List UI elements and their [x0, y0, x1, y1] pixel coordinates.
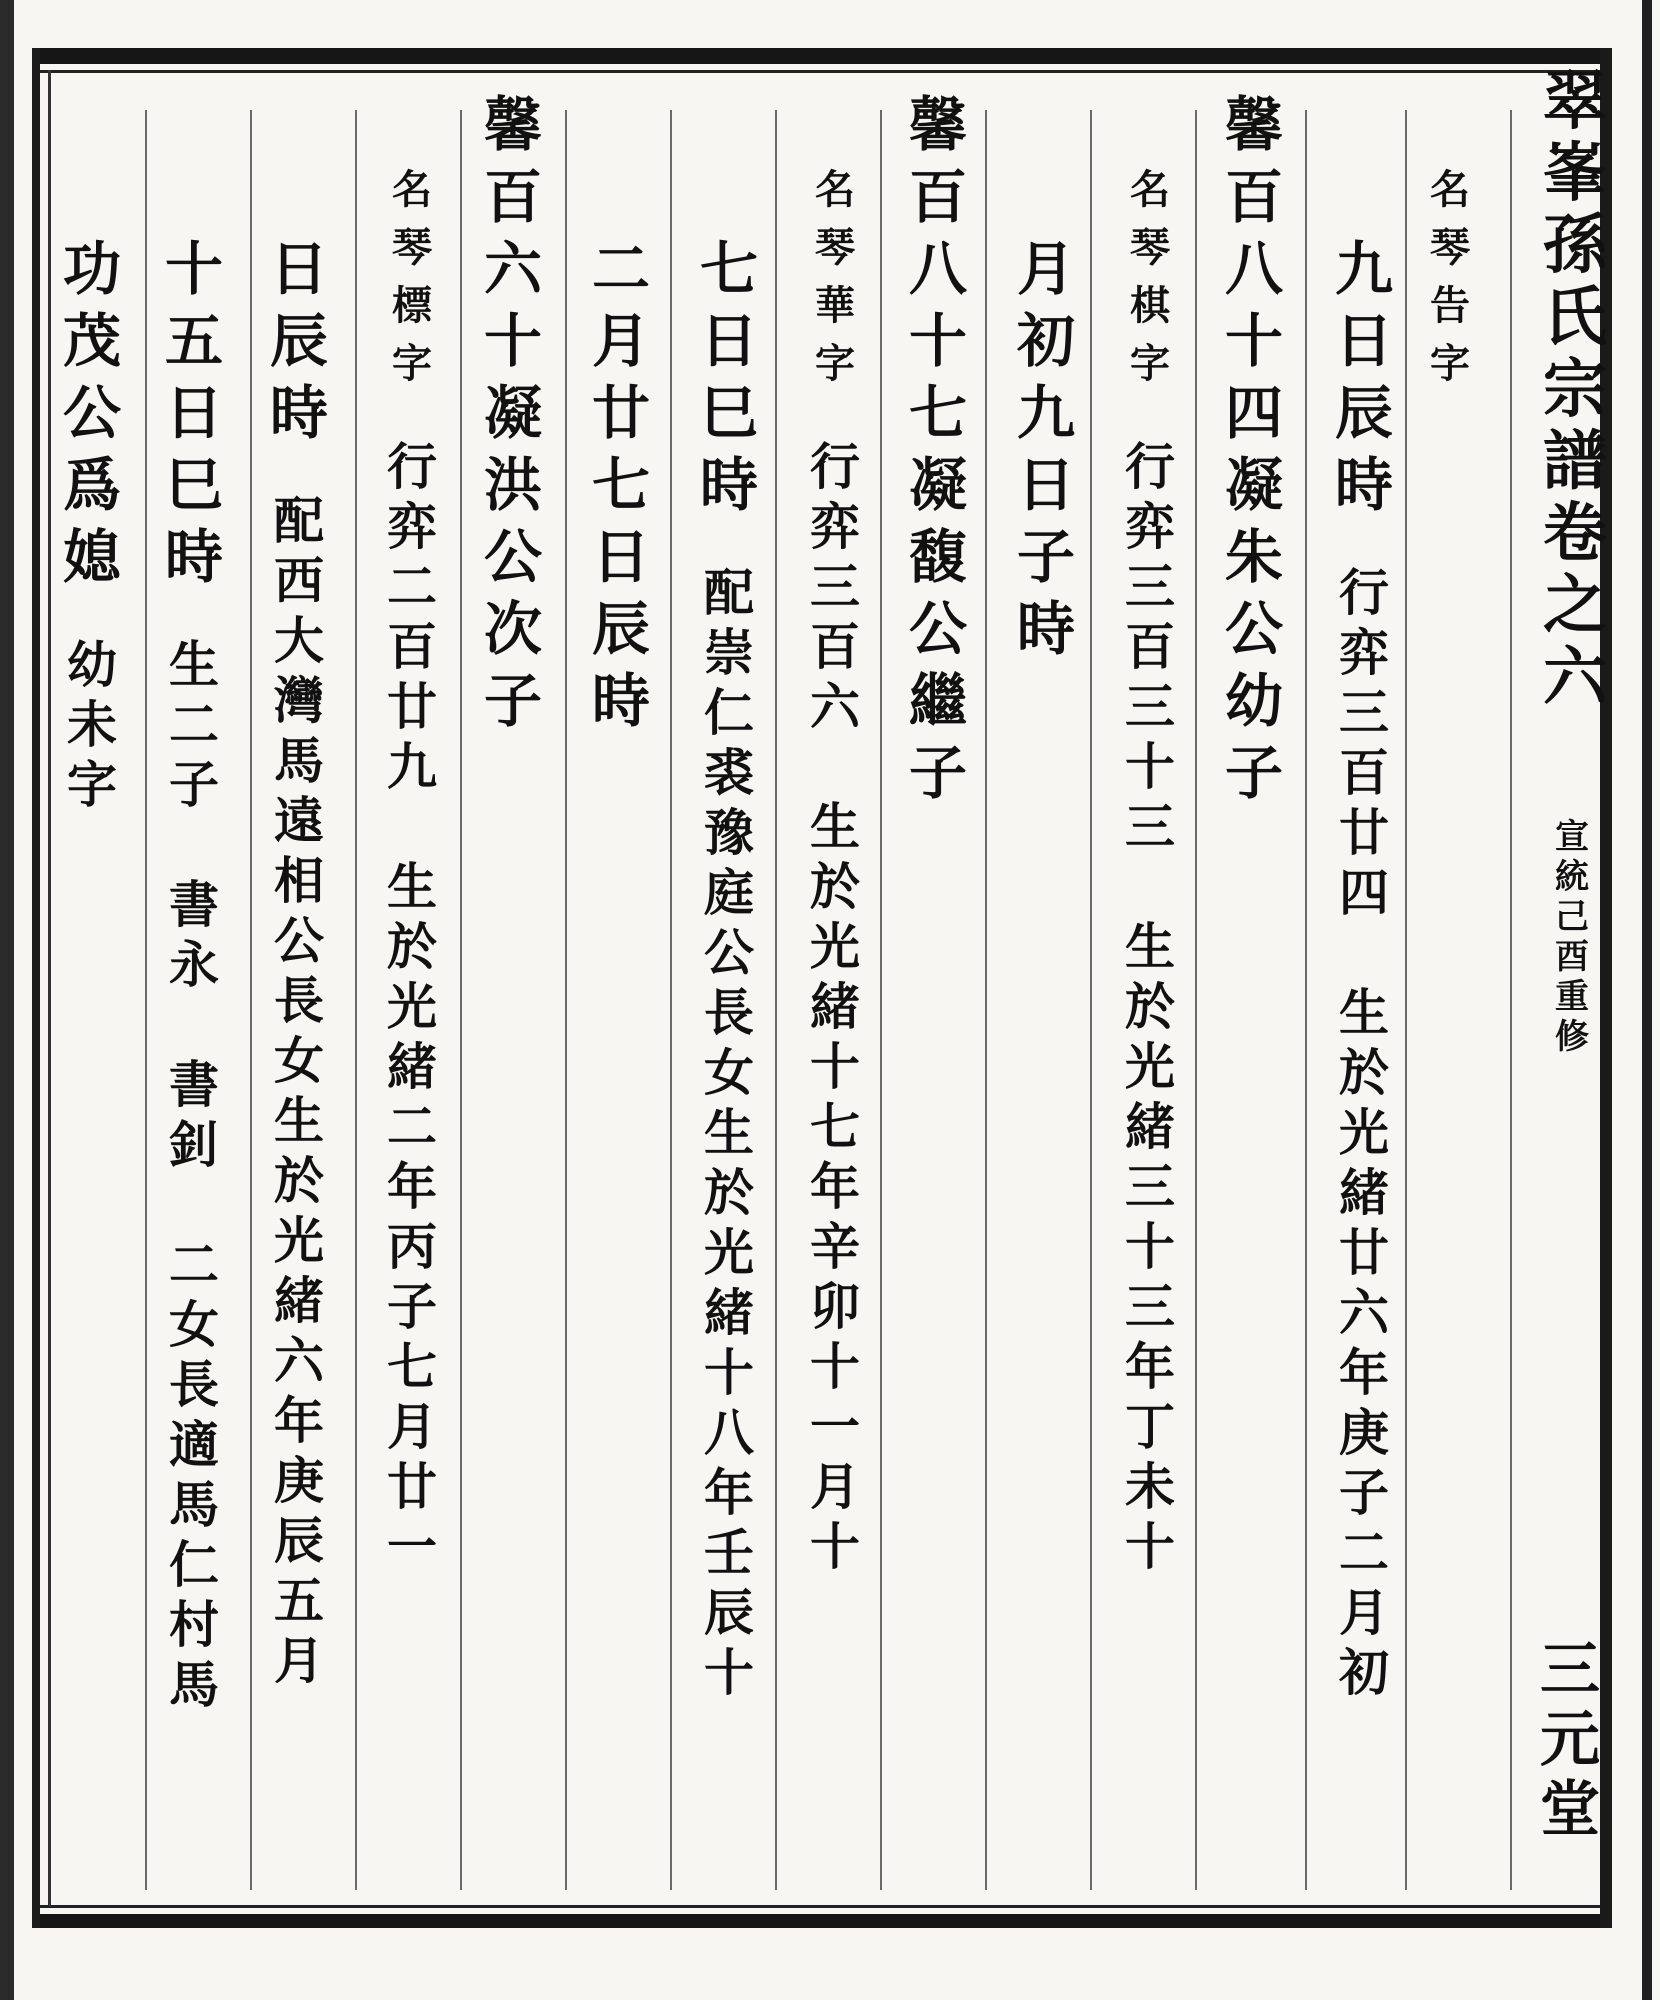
column-char: 二: [387, 557, 437, 616]
column-char: 緒: [810, 977, 860, 1036]
column-char: 長: [274, 971, 324, 1030]
column-char: 日: [270, 235, 329, 303]
column-char: 灣: [274, 671, 324, 730]
column-char: 長: [704, 983, 754, 1042]
column-char: 月: [387, 1397, 437, 1456]
text-column: [1017, 235, 1076, 672]
column-char: 仁: [704, 683, 754, 742]
header-char: 氏: [1543, 280, 1607, 355]
column-char: 三: [1125, 677, 1175, 736]
column-char: 琴: [1130, 224, 1170, 271]
column-char: 庚: [1339, 1403, 1389, 1462]
column-char: 子: [1225, 739, 1284, 807]
column-char: 公: [704, 923, 754, 982]
column-char: 爲: [63, 451, 122, 519]
column-char: 馨: [484, 91, 543, 159]
column-char: 年: [1125, 1337, 1175, 1396]
column-char: 女: [704, 1043, 754, 1102]
hall-name: [1540, 1635, 1600, 1850]
column-char: 琴: [392, 224, 432, 271]
column-rule: [1405, 110, 1407, 1890]
column-char: 遠: [274, 791, 324, 850]
column-char: 洪: [484, 451, 543, 519]
column-char: 十: [1125, 1217, 1175, 1276]
header-char: 三: [1540, 1635, 1600, 1705]
column-char: 於: [274, 1151, 324, 1210]
text-column: [1125, 166, 1175, 1582]
column-char: 一: [810, 1397, 860, 1456]
text-column: [270, 235, 329, 1696]
column-rule: [670, 110, 672, 1890]
column-char: 十: [1125, 737, 1175, 796]
genealogy-title: [1540, 64, 1610, 718]
column-char: 子: [909, 739, 968, 807]
column-char: 十: [484, 307, 543, 375]
column-char: 百: [909, 163, 968, 231]
column-rule: [985, 110, 987, 1890]
frame-left-inner-border: [48, 70, 51, 1906]
column-char: 庭: [704, 863, 754, 922]
column-char: 百: [810, 617, 860, 676]
column-char: 生: [704, 1103, 754, 1162]
column-char: 弈: [810, 497, 860, 556]
column-char: 公: [909, 595, 968, 663]
column-char: 緒: [387, 1037, 437, 1096]
text-column: [909, 91, 968, 816]
column-char: 五: [165, 307, 224, 375]
column-char: 崇: [704, 623, 754, 682]
column-char: 時: [700, 451, 759, 519]
column-char: 光: [1339, 1103, 1389, 1162]
column-char: 適: [169, 1415, 219, 1474]
column-char: 配: [274, 491, 324, 550]
column-char: 緒: [1339, 1163, 1389, 1222]
column-char: 時: [1335, 451, 1394, 519]
column-char: 四: [1339, 863, 1389, 922]
column-char: 媳: [63, 523, 122, 591]
column-char: 子: [484, 667, 543, 735]
column-char: 於: [1125, 977, 1175, 1036]
column-char: 月: [592, 307, 651, 375]
frame-bottom-border: [32, 1914, 1612, 1928]
column-char: 十: [909, 307, 968, 375]
column-char: 釗: [169, 1115, 219, 1174]
column-char: 凝: [909, 451, 968, 519]
column-rule: [250, 110, 252, 1890]
column-char: 馬: [169, 1475, 219, 1534]
column-char: 子: [1017, 523, 1076, 591]
column-char: 時: [270, 379, 329, 447]
column-rule: [1195, 110, 1197, 1890]
header-char: 統: [1555, 857, 1589, 897]
page-right-edge: [1642, 0, 1652, 2000]
column-char: 二: [1339, 1523, 1389, 1582]
frame-bottom-inner-border: [32, 1905, 1612, 1908]
column-char: 名: [1430, 166, 1470, 213]
column-char: 馨: [909, 91, 968, 159]
column-char: 七: [810, 1097, 860, 1156]
column-char: 辛: [810, 1217, 860, 1276]
column-char: 丙: [387, 1217, 437, 1276]
column-char: 五: [274, 1571, 324, 1630]
column-char: 日: [1017, 451, 1076, 519]
column-char: 丁: [1125, 1397, 1175, 1456]
column-char: 時: [1017, 595, 1076, 663]
column-char: 百: [387, 617, 437, 676]
column-char: 月: [1339, 1583, 1389, 1642]
column-char: 於: [704, 1163, 754, 1222]
column-char: 三: [1125, 1157, 1175, 1216]
column-char: 二: [592, 235, 651, 303]
column-char: 六: [274, 1331, 324, 1390]
column-char: 二: [169, 695, 219, 754]
column-char: 日: [1335, 307, 1394, 375]
header-char: 酉: [1555, 937, 1589, 977]
column-char: 辰: [704, 1583, 754, 1642]
column-char: 生: [810, 797, 860, 856]
column-char: 未: [67, 695, 117, 754]
column-char: 字: [1130, 340, 1170, 387]
header-char: 之: [1543, 568, 1607, 643]
column-char: 西: [274, 551, 324, 610]
column-char: 標: [392, 282, 432, 329]
column-char: 公: [1225, 595, 1284, 663]
column-char: 十: [1225, 307, 1284, 375]
column-char: 十: [704, 1343, 754, 1402]
column-char: 時: [165, 523, 224, 591]
column-char: 名: [815, 166, 855, 213]
column-char: 弈: [1125, 497, 1175, 556]
column-rule: [145, 110, 147, 1890]
edition-note: [1555, 817, 1589, 1060]
column-char: 日: [165, 379, 224, 447]
header-char: 重: [1555, 977, 1589, 1017]
column-char: 生: [1339, 983, 1389, 1042]
column-char: 七: [592, 451, 651, 519]
column-char: 字: [815, 340, 855, 387]
column-char: 十: [165, 235, 224, 303]
column-char: 子: [169, 755, 219, 814]
column-char: 馥: [909, 523, 968, 591]
column-char: 十: [704, 1643, 754, 1702]
column-char: 四: [1225, 379, 1284, 447]
column-char: 百: [1125, 617, 1175, 676]
column-char: 緒: [1125, 1097, 1175, 1156]
column-char: 辰: [274, 1511, 324, 1570]
column-char: 十: [1125, 1517, 1175, 1576]
column-char: 光: [274, 1211, 324, 1270]
column-char: 廿: [1339, 1223, 1389, 1282]
header-char: 宣: [1555, 817, 1589, 857]
column-char: 於: [810, 857, 860, 916]
column-char: 三: [1125, 1277, 1175, 1336]
column-char: 八: [909, 235, 968, 303]
header-char: 六: [1543, 640, 1607, 715]
column-char: 月: [274, 1631, 324, 1690]
column-char: 公: [63, 379, 122, 447]
column-char: 配: [704, 563, 754, 622]
column-char: 八: [704, 1403, 754, 1462]
column-char: 百: [1225, 163, 1284, 231]
column-char: 百: [484, 163, 543, 231]
column-rule: [880, 110, 882, 1890]
header-char: 孫: [1543, 208, 1607, 283]
frame-top-border: [32, 48, 1612, 64]
column-char: 三: [1125, 797, 1175, 856]
text-column: [700, 235, 759, 1708]
column-char: 朱: [1225, 523, 1284, 591]
column-char: 庚: [274, 1451, 324, 1510]
column-char: 光: [1125, 1037, 1175, 1096]
column-char: 十: [810, 1517, 860, 1576]
column-char: 馬: [274, 731, 324, 790]
column-char: 六: [1339, 1283, 1389, 1342]
column-char: 子: [387, 1277, 437, 1336]
column-char: 大: [274, 611, 324, 670]
column-char: 九: [1017, 379, 1076, 447]
column-char: 緒: [274, 1271, 324, 1330]
column-char: 卯: [810, 1277, 860, 1336]
header-char: 堂: [1540, 1775, 1600, 1845]
column-char: 生: [1125, 917, 1175, 976]
column-rule: [1090, 110, 1092, 1890]
column-char: 字: [67, 755, 117, 814]
header-char: 己: [1555, 897, 1589, 937]
column-char: 年: [810, 1157, 860, 1216]
column-char: 繼: [909, 667, 968, 735]
column-char: 長: [169, 1355, 219, 1414]
column-char: 三: [810, 557, 860, 616]
column-char: 年: [1339, 1343, 1389, 1402]
column-char: 凝: [1225, 451, 1284, 519]
column-char: 次: [484, 595, 543, 663]
frame-left-border: [32, 48, 40, 1928]
column-char: 生: [169, 635, 219, 694]
column-rule: [775, 110, 777, 1890]
column-char: 村: [169, 1595, 219, 1654]
text-column: [63, 235, 122, 820]
column-char: 七: [909, 379, 968, 447]
text-column: [810, 166, 860, 1582]
column-char: 緒: [704, 1283, 754, 1342]
text-column: [1430, 166, 1470, 402]
column-char: 茂: [63, 307, 122, 375]
column-char: 廿: [387, 677, 437, 736]
column-rule: [1305, 110, 1307, 1890]
column-char: 二: [387, 1097, 437, 1156]
column-char: 行: [1125, 437, 1175, 496]
column-char: 豫: [704, 803, 754, 862]
column-char: 馬: [169, 1655, 219, 1714]
column-char: 行: [810, 437, 860, 496]
column-char: 弈: [387, 497, 437, 556]
column-char: 九: [1335, 235, 1394, 303]
text-column: [387, 166, 437, 1582]
column-char: 告: [1430, 282, 1470, 329]
column-char: 二: [169, 1235, 219, 1294]
column-char: 女: [169, 1295, 219, 1354]
column-char: 公: [274, 911, 324, 970]
text-column: [165, 235, 224, 1720]
column-char: 名: [392, 166, 432, 213]
column-char: 琴: [815, 224, 855, 271]
text-column: [1335, 235, 1394, 1708]
column-char: 日: [592, 523, 651, 591]
column-char: 凝: [484, 379, 543, 447]
column-char: 名: [1130, 166, 1170, 213]
column-char: 女: [274, 1031, 324, 1090]
column-char: 十: [810, 1337, 860, 1396]
column-char: 光: [704, 1223, 754, 1282]
column-char: 廿: [387, 1457, 437, 1516]
header-char: 修: [1555, 1017, 1589, 1057]
column-char: 行: [1339, 563, 1389, 622]
column-char: 八: [1225, 235, 1284, 303]
column-char: 一: [387, 1517, 437, 1576]
column-char: 巳: [165, 451, 224, 519]
column-char: 三: [1125, 557, 1175, 616]
column-char: 辰: [592, 595, 651, 663]
column-char: 六: [484, 235, 543, 303]
header-char: 譜: [1543, 424, 1607, 499]
column-char: 棋: [1130, 282, 1170, 329]
column-char: 七: [387, 1337, 437, 1396]
column-char: 廿: [1339, 803, 1389, 862]
page-left-edge: [0, 0, 14, 2000]
column-char: 初: [1339, 1643, 1389, 1702]
column-char: 於: [1339, 1043, 1389, 1102]
column-char: 行: [387, 437, 437, 496]
column-char: 子: [1339, 1463, 1389, 1522]
header-char: 峯: [1543, 136, 1607, 211]
column-char: 光: [387, 977, 437, 1036]
column-char: 月: [810, 1457, 860, 1516]
column-rule: [355, 110, 357, 1890]
column-char: 年: [387, 1157, 437, 1216]
header-char: 元: [1540, 1705, 1600, 1775]
column-char: 弈: [1339, 623, 1389, 682]
column-char: 月: [1017, 235, 1076, 303]
header-char: 卷: [1543, 496, 1607, 571]
column-char: 相: [274, 851, 324, 910]
header-char: 翠: [1543, 64, 1607, 139]
column-char: 九: [387, 737, 437, 796]
text-column: [592, 235, 651, 744]
column-char: 巳: [700, 379, 759, 447]
column-char: 光: [810, 917, 860, 976]
column-char: 未: [1125, 1457, 1175, 1516]
column-char: 仁: [169, 1535, 219, 1594]
column-char: 琴: [1430, 224, 1470, 271]
column-rule: [565, 110, 567, 1890]
frame-top-inner-border: [32, 70, 1612, 73]
column-char: 功: [63, 235, 122, 303]
column-char: 華: [815, 282, 855, 329]
column-char: 生: [387, 857, 437, 916]
column-rule: [1510, 110, 1512, 1890]
header-char: 宗: [1543, 352, 1607, 427]
column-char: 廿: [592, 379, 651, 447]
column-char: 年: [274, 1391, 324, 1450]
column-char: 生: [274, 1091, 324, 1150]
column-char: 辰: [1335, 379, 1394, 447]
column-char: 馨: [1225, 91, 1284, 159]
column-char: 幼: [67, 635, 117, 694]
column-char: 年: [704, 1463, 754, 1522]
column-char: 字: [1430, 340, 1470, 387]
column-char: 日: [700, 307, 759, 375]
column-char: 壬: [704, 1523, 754, 1582]
column-char: 十: [810, 1037, 860, 1096]
column-char: 百: [1339, 743, 1389, 802]
column-char: 裘: [704, 743, 754, 802]
column-char: 公: [484, 523, 543, 591]
text-column: [1225, 91, 1284, 816]
column-char: 永: [169, 935, 219, 994]
column-rule: [460, 110, 462, 1890]
column-char: 初: [1017, 307, 1076, 375]
column-char: 幼: [1225, 667, 1284, 735]
column-char: 書: [169, 1055, 219, 1114]
column-char: 七: [700, 235, 759, 303]
column-char: 六: [810, 677, 860, 736]
column-char: 字: [392, 340, 432, 387]
column-char: 於: [387, 917, 437, 976]
column-char: 時: [592, 667, 651, 735]
column-char: 書: [169, 875, 219, 934]
column-char: 三: [1339, 683, 1389, 742]
column-char: 辰: [270, 307, 329, 375]
text-column: [484, 91, 543, 744]
